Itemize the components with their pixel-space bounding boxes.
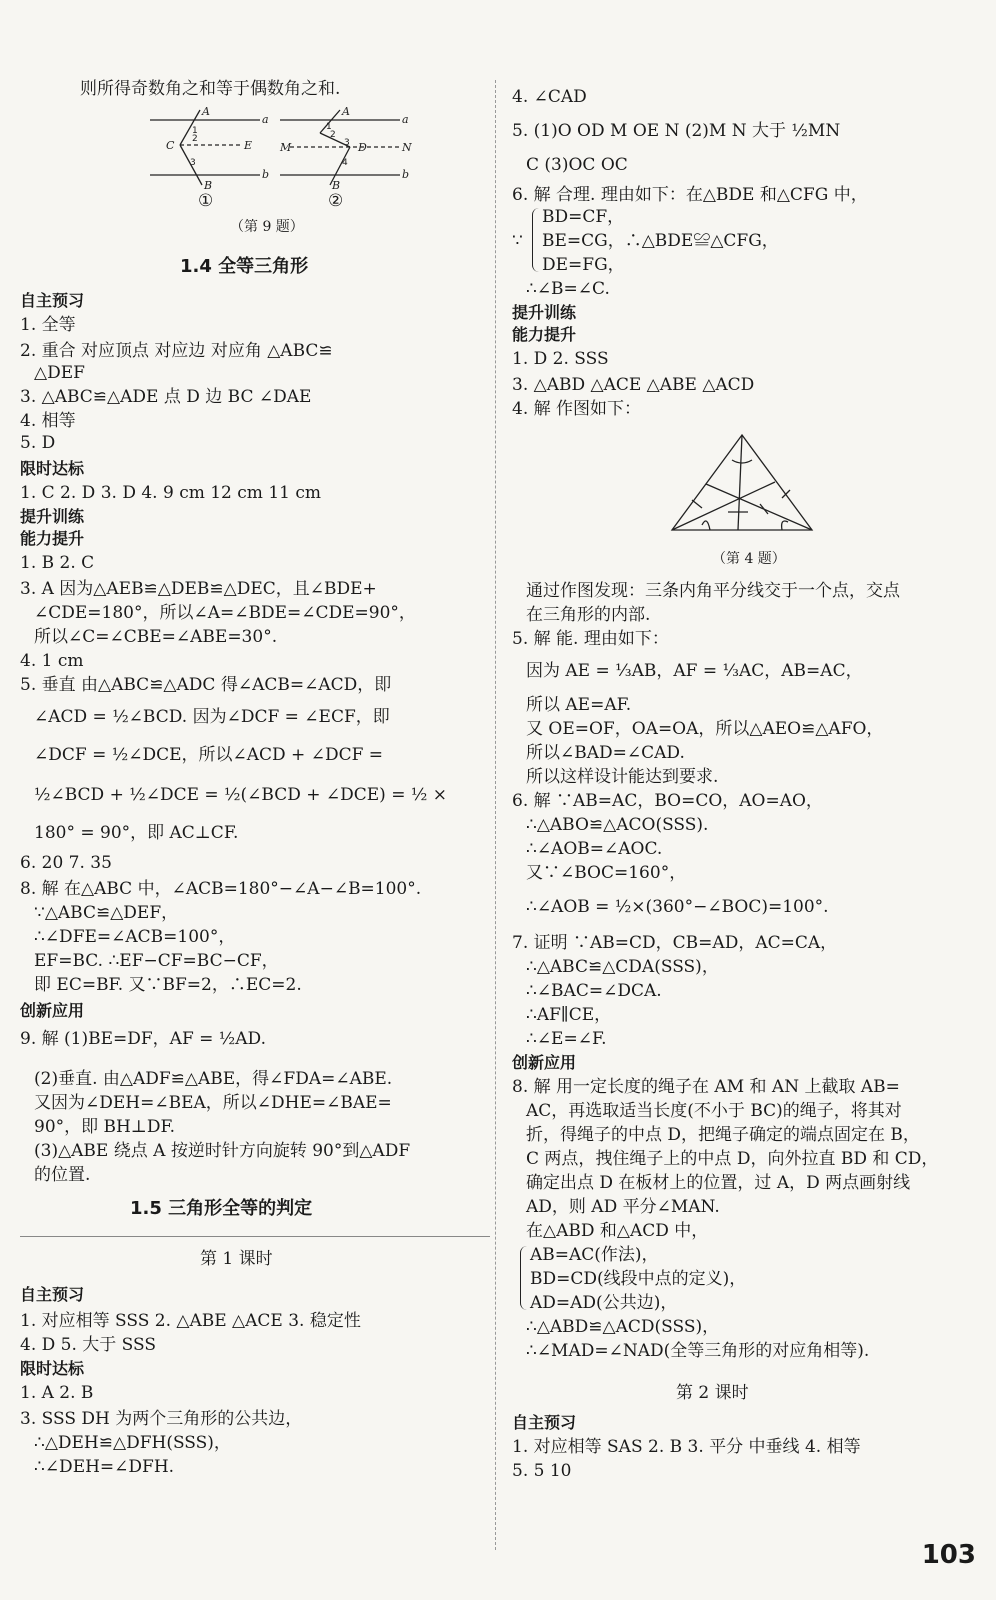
answer-line: 1. 对应相等 SSS 2. △ABE △ACE 3. 稳定性 [20,1311,361,1331]
answer-line: 3. △ABD △ACE △ABE △ACD [512,375,755,395]
heading-tisheng-xunlian: 提升训练 [512,303,577,322]
svg-text:4: 4 [342,158,348,168]
answer-line: ∠ACD = ½∠BCD. 因为∠DCF = ∠ECF，即 [34,707,390,727]
answer-line: 5. (1)O OD M OE N (2)M N 大于 ½MN [512,121,841,141]
answer-line: ∴△ABC≌△CDA(SSS)， [526,957,719,977]
answer-line: ∠DCF = ½∠DCE，所以∠ACD + ∠DCF = [34,745,384,765]
answer-line: 因为 AE = ⅓AB，AF = ⅓AC，AB=AC， [526,661,863,681]
answer-line: 又∵∠BOC=160°， [526,863,687,883]
answer-line: 通过作图发现：三条内角平分线交于一个点，交点 [526,581,900,601]
answer-line: ∴∠E=∠F. [526,1029,607,1049]
answer-line: 90°，即 BH⊥DF. [34,1117,176,1137]
answer-line: 折，得绳子的中点 D，把绳子确定的端点固定在 B， [526,1125,920,1145]
answer-line: ∴△ABD≌△ACD(SSS)， [526,1317,720,1337]
answer-line: ∴△DEH≌△DFH(SSS)， [34,1433,231,1453]
answer-line: 1. D 2. SSS [512,349,609,369]
figure-9 [140,105,420,215]
answer-line: 180° = 90°，即 AC⊥CF. [34,823,239,843]
heading-zizhu-yuxi: 自主预习 [20,1285,85,1304]
svg-text:b: b [402,168,410,181]
answer-line: 的位置. [34,1165,91,1185]
answer-line: 5. 5 10 [512,1461,572,1481]
answer-line: 4. ∠CAD [512,87,587,107]
answer-line: 7. 证明 ∵AB=CD，CB=AD，AC=CA， [512,933,838,953]
answer-line: C 两点，拽住绳子上的中点 D，向外拉直 BD 和 CD， [526,1149,939,1169]
heading-xianshi-dabiao: 限时达标 [20,1359,85,1378]
answer-line: 3. SSS DH 为两个三角形的公共边， [20,1409,303,1429]
svg-text:3: 3 [344,138,350,148]
answer-line: 3. A 因为△AEB≌△DEB≌△DEC，且∠BDE+ [20,579,377,599]
answer-line: ∴∠DEH=∠DFH. [34,1457,175,1477]
section-1-5-title: 1.5 三角形全等的判定 [130,1198,313,1219]
svg-text:b: b [262,168,270,181]
answer-line: ∴∠BAC=∠DCA. [526,981,662,1001]
answer-line: 在三角形的内部. [526,605,651,625]
answer-line: ∴∠AOB=∠AOC. [526,839,663,859]
svg-text:a: a [262,113,269,126]
answer-line: ∴△ABO≌△ACO(SSS). [526,815,709,835]
answer-line: AB=AC(作法)， [530,1245,659,1265]
answer-line: 即 EC=BF. 又∵BF=2，∴EC=2. [34,975,302,995]
answer-line: 5. 垂直 由△ABC≌△ADC 得∠ACB=∠ACD，即 [20,675,392,695]
fig9-mark-2: ② [328,191,344,211]
svg-text:2: 2 [330,130,336,140]
svg-text:N: N [402,141,412,154]
answer-line: ∴AF∥CE， [526,1005,612,1025]
fig9-mark-1: ① [198,191,214,211]
answer-line: BD=CD(线段中点的定义)， [530,1269,747,1289]
answer-line: 4. 相等 [20,411,76,431]
column-divider [495,80,496,1550]
system-brace [520,1246,527,1310]
answer-line: 确定出点 D 在板材上的位置，过 A，D 两点画射线 [526,1173,911,1193]
lesson-2-heading: 第 2 课时 [676,1383,749,1403]
answer-line: ½∠BCD + ½∠DCE = ½(∠BCD + ∠DCE) = ½ × [34,785,447,805]
answer-line: AD，则 AD 平分∠MAN. [526,1197,720,1217]
answer-line: 所以 AE=AF. [526,695,632,715]
svg-text:E: E [244,139,253,152]
answer-line: 1. 全等 [20,315,76,335]
lesson-1-heading: 第 1 课时 [200,1249,273,1269]
answer-line: ∴∠AOB = ½×(360°−∠BOC)=100°. [526,897,829,917]
answer-line: 6. 解 合理. 理由如下：在△BDE 和△CFG 中， [512,185,868,205]
answer-line: 5. D [20,433,56,453]
because-symbol: ∵ [512,231,523,251]
answer-line: 8. 解 在△ABC 中，∠ACB=180°−∠A−∠B=100°. [20,879,422,899]
answer-line: DE=FG， [542,255,625,275]
svg-text:B: B [332,179,341,192]
system-brace [532,208,539,272]
answer-line: ∴∠B=∠C. [526,279,610,299]
answer-line: 1. C 2. D 3. D 4. 9 cm 12 cm 11 cm [20,483,321,503]
section-rule [20,1236,490,1237]
answer-line: 所以∠C=∠CBE=∠ABE=30°. [34,627,278,647]
svg-text:1: 1 [192,126,198,136]
answer-line: 所以∠BAD=∠CAD. [526,743,685,763]
answer-line: 1. B 2. C [20,553,95,573]
heading-zizhu-yuxi: 自主预习 [20,291,85,310]
answer-line: 1. A 2. B [20,1383,94,1403]
heading-chuangxin-yingyong: 创新应用 [20,1001,85,1020]
page-number: 103 [921,1540,976,1570]
svg-text:1: 1 [326,122,332,132]
answer-line: ∴∠DFE=∠ACB=100°， [34,927,236,947]
heading-zizhu-yuxi: 自主预习 [512,1413,577,1432]
heading-nengli-tisheng: 能力提升 [20,529,85,548]
answer-line: △DEF [34,363,85,383]
heading-tisheng-xunlian: 提升训练 [20,507,85,526]
answer-line: 9. 解 (1)BE=DF，AF = ½AD. [20,1029,266,1049]
heading-xianshi-dabiao: 限时达标 [20,459,85,478]
answer-line: 4. D 5. 大于 SSS [20,1335,157,1355]
answer-line: C (3)OC OC [526,155,628,175]
answer-line: 8. 解 用一定长度的绳子在 AM 和 AN 上截取 AB= [512,1077,900,1097]
answer-line: 6. 20 7. 35 [20,853,112,873]
svg-text:2: 2 [192,134,198,144]
answer-line: EF=BC. ∴EF−CF=BC−CF， [34,951,279,971]
heading-nengli-tisheng: 能力提升 [512,325,577,344]
svg-text:A: A [342,105,350,118]
answer-line: 在△ABD 和△ACD 中， [526,1221,709,1241]
answer-line: 2. 重合 对应顶点 对应边 对应角 △ABC≌ [20,341,333,361]
answer-line: 又 OE=OF，OA=OA，所以△AEO≌△AFO， [526,719,884,739]
figure-4 [662,430,822,540]
answer-line: 1. 对应相等 SAS 2. B 3. 平分 中垂线 4. 相等 [512,1437,861,1457]
heading-chuangxin-yingyong: 创新应用 [512,1053,577,1072]
svg-text:3: 3 [190,158,196,168]
answer-line: 6. 解 ∵AB=AC，BO=CO，AO=AO， [512,791,823,811]
answer-line: (3)△ABE 绕点 A 按逆时针方向旋转 90°到△ADF [34,1141,411,1161]
answer-line: BE=CG，∴△BDE≌△CFG， [542,231,779,251]
answer-line: 4. 解 作图如下： [512,399,642,419]
answer-line: AD=AD(公共边)， [530,1293,678,1313]
section-1-4-title: 1.4 全等三角形 [180,256,309,277]
svg-text:B: B [204,179,213,192]
answer-line: ∠CDE=180°，所以∠A=∠BDE=∠CDE=90°， [34,603,416,623]
svg-text:D: D [358,141,367,154]
answer-line: BD=CF， [542,207,625,227]
answer-line: 5. 解 能. 理由如下： [512,629,669,649]
answer-line: ∴∠MAD=∠NAD(全等三角形的对应角相等). [526,1341,870,1361]
answer-line: 4. 1 cm [20,651,84,671]
answer-line: 又因为∠DEH=∠BEA，所以∠DHE=∠BAE= [34,1093,392,1113]
fig9-caption: （第 9 题） [230,219,304,235]
answer-line: AC，再选取适当长度(不小于 BC)的绳子，将其对 [526,1101,902,1121]
answer-line: 3. △ABC≌△ADE 点 D 边 BC ∠DAE [20,387,312,407]
svg-text:a: a [402,113,409,126]
svg-text:C: C [166,139,175,152]
answer-line: (2)垂直. 由△ADF≌△ABE，得∠FDA=∠ABE. [34,1069,393,1089]
svg-text:M: M [280,141,292,154]
intro-text: 则所得奇数角之和等于偶数角之和. [80,79,341,99]
fig4-caption: （第 4 题） [712,551,786,567]
svg-text:A: A [202,105,210,118]
answer-line: ∵△ABC≌△DEF， [34,903,179,923]
answer-line: 所以这样设计能达到要求. [526,767,719,787]
